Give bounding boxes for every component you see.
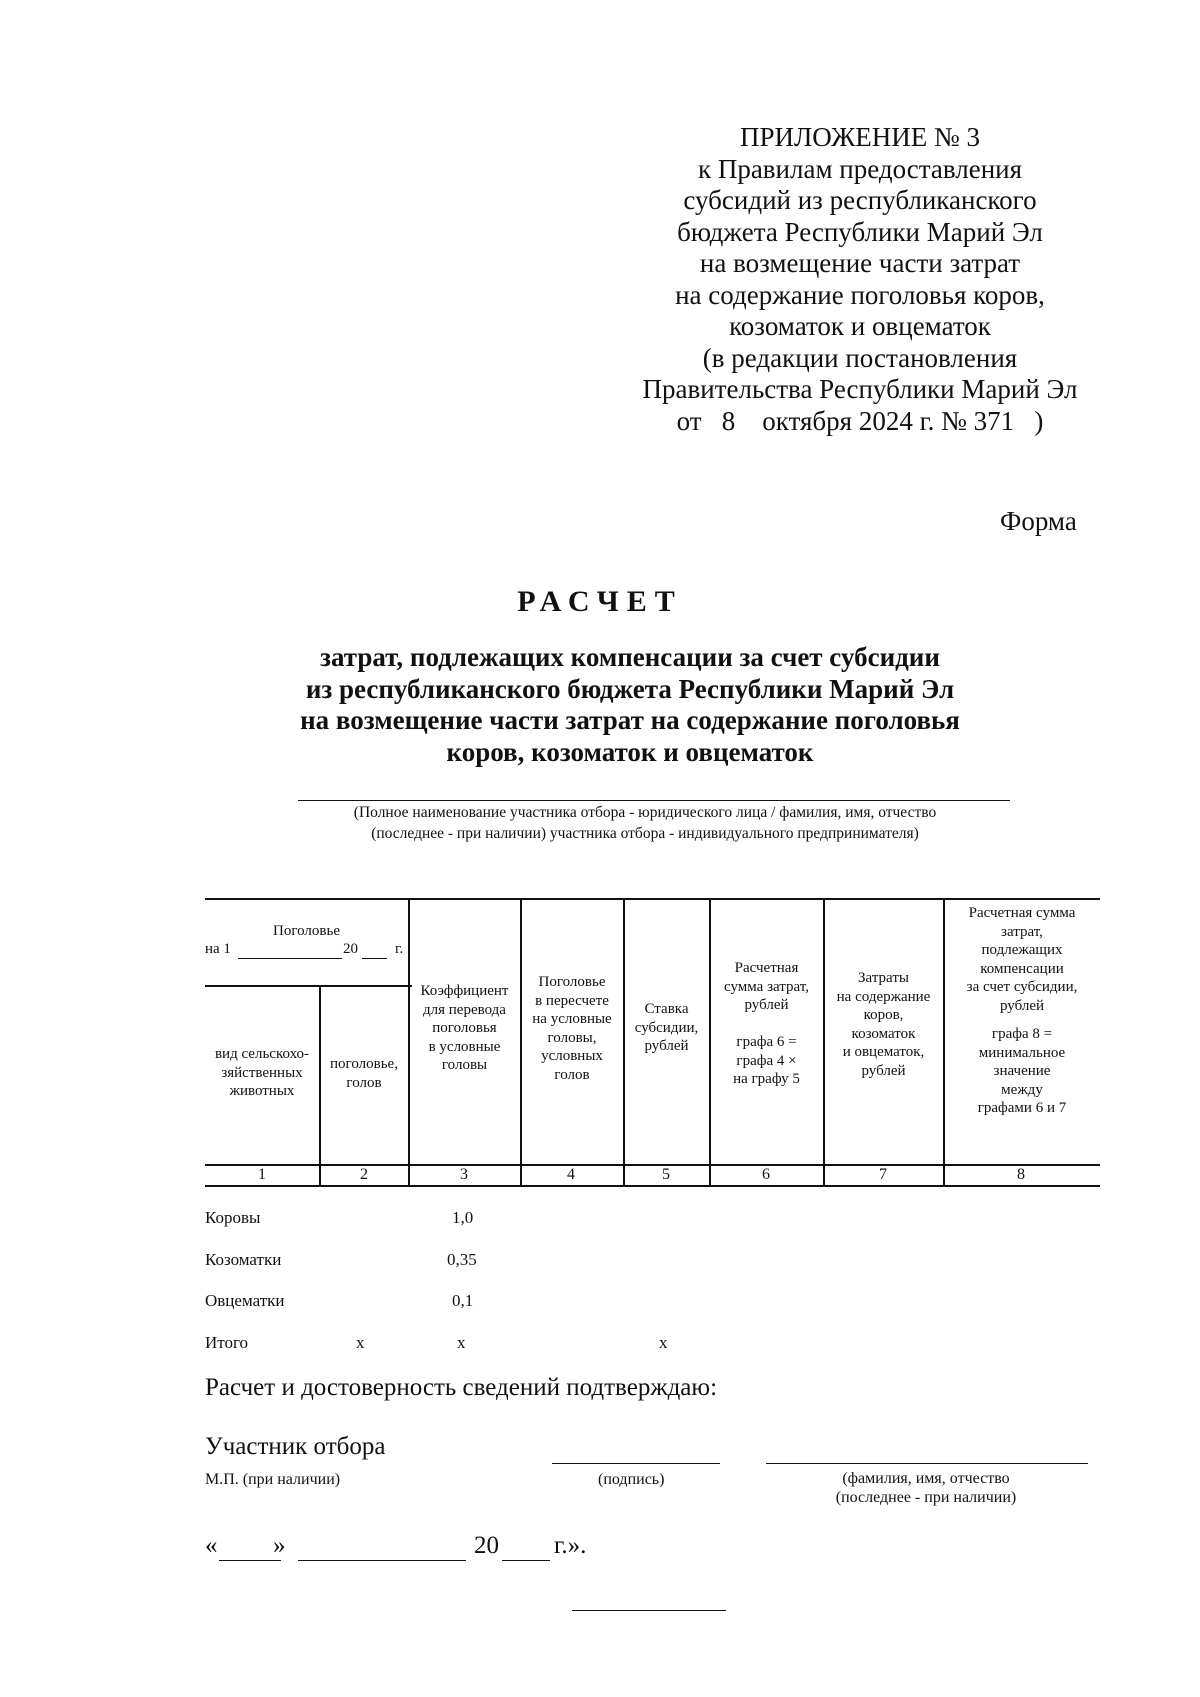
header-line: Поголовье	[538, 974, 606, 990]
date-blank-line	[238, 958, 342, 959]
full-name-line	[766, 1463, 1088, 1464]
header-line: и овцематок,	[842, 1044, 925, 1060]
header-line	[710, 1015, 823, 1034]
row-subsidy-rate: x	[659, 1333, 668, 1352]
table-top-border	[205, 898, 1100, 900]
subtitle-line: из республиканского бюджета Республики Марий Эл	[305, 673, 955, 704]
header-line: для перевода	[423, 1001, 506, 1018]
date-year-prefix: 20	[474, 1532, 499, 1559]
header-line: графа 6 =	[736, 1034, 797, 1050]
column-number: 3	[460, 1166, 468, 1183]
col-header-animal-type	[205, 1045, 319, 1101]
row-animal-name: Коровы	[205, 1208, 261, 1227]
header-line: вид сельскохо-	[214, 1046, 310, 1062]
header-line: козоматок	[851, 1025, 916, 1042]
col-header-coefficient	[409, 982, 520, 1075]
signing-date	[205, 1532, 605, 1566]
row-animal-name: Козоматки	[205, 1250, 282, 1269]
header-line: графа 8 =	[991, 1026, 1053, 1042]
appendix-line: козоматок и овцематок	[729, 311, 991, 341]
column-number: 8	[1017, 1166, 1025, 1183]
appendix-line: на возмещение части затрат	[699, 248, 1021, 278]
header-line: Затраты	[858, 970, 909, 986]
header-line: минимальное	[978, 1044, 1066, 1061]
row-coefficient: x	[457, 1333, 466, 1352]
caption-line: (Полное наименование участника отбора - юридического лица / фамилия, имя, отчество	[353, 804, 937, 821]
col-header-maintenance-costs	[824, 969, 943, 1080]
header-line: на содержание	[836, 988, 931, 1005]
row-coefficient: 1,0	[452, 1208, 474, 1227]
table-subheader-divider	[205, 985, 412, 987]
col-header-compensation-sum	[944, 904, 1100, 1118]
header-line: графа 4 ×	[736, 1052, 797, 1069]
header-line: рублей	[861, 1062, 906, 1079]
header-line: между	[1001, 1081, 1043, 1098]
header-line: коров,	[863, 1007, 904, 1023]
header-line: рублей	[999, 997, 1045, 1014]
appendix-line: бюджета Республики Марий Эл	[677, 216, 1043, 247]
signature-caption: (подпись)	[598, 1471, 665, 1488]
row-animal-name: Итого	[205, 1333, 249, 1352]
year-blank-line	[362, 958, 387, 959]
appendix-line: Правительства Республики Марий Эл	[642, 374, 1078, 404]
group-header-year-suffix: г.	[395, 941, 404, 957]
header-line: Ставка	[644, 1001, 689, 1017]
header-line: животных	[229, 1083, 295, 1099]
appendix-header	[590, 122, 1130, 437]
column-number: 7	[879, 1166, 887, 1183]
header-line: сумма затрат,	[724, 978, 809, 995]
year-blank-line	[502, 1560, 550, 1561]
header-line: на условные	[532, 1011, 612, 1027]
col-header-head-count	[320, 1055, 408, 1092]
header-line: субсидии,	[634, 1019, 699, 1036]
header-line: условных	[541, 1048, 603, 1064]
stamp-label: М.П. (при наличии)	[205, 1471, 341, 1488]
column-number: 2	[360, 1166, 368, 1183]
header-line: зяйственных	[221, 1064, 303, 1081]
header-line: головы	[441, 1057, 488, 1073]
participant-label: Участник отбора	[205, 1433, 386, 1460]
participant-name-caption	[270, 802, 1020, 844]
appendix-line: на содержание поголовья коров,	[675, 279, 1045, 310]
column-number: 4	[567, 1166, 575, 1183]
column-number: 5	[662, 1166, 670, 1183]
appendix-line: (в редакции постановления	[702, 342, 1018, 373]
row-animal-name: Овцематки	[205, 1291, 285, 1310]
header-line: компенсации	[980, 960, 1064, 977]
column-number: 1	[258, 1166, 266, 1183]
subtitle-line: на возмещение части затрат на содержание поголовья	[300, 705, 960, 735]
document-subtitle	[240, 642, 1020, 768]
full-name-caption	[820, 1469, 1032, 1507]
signature-line	[552, 1463, 720, 1464]
header-line: подлежащих	[981, 942, 1063, 958]
document-title: РАСЧЕТ	[517, 585, 683, 618]
row-coefficient: 0,1	[452, 1291, 474, 1310]
appendix-line: субсидий из республиканского	[683, 185, 1037, 215]
form-label: Форма	[1000, 506, 1077, 536]
livestock-group-header	[205, 922, 408, 941]
group-header-date	[205, 941, 410, 961]
header-line: на графу 5	[733, 1071, 800, 1087]
caption-line: (фамилия, имя, отчество	[842, 1470, 1010, 1487]
group-header-title: Поголовье	[273, 923, 340, 939]
confirmation-text: Расчет и достоверность сведений подтверждаю:	[205, 1374, 718, 1401]
group-header-na: на 1	[205, 941, 231, 957]
header-line: Расчетная сумма	[968, 905, 1076, 921]
header-line: Коэффициент	[420, 983, 509, 999]
closing-separator	[572, 1610, 726, 1611]
col-header-calculated-costs	[710, 959, 823, 1089]
col-header-subsidy-rate	[624, 1000, 709, 1056]
month-blank-line	[298, 1560, 466, 1561]
appendix-line: ПРИЛОЖЕНИЕ № 3	[739, 122, 981, 152]
appendix-line: от 8 октября 2024 г. № 371 )	[676, 405, 1044, 436]
col-header-conditional-heads	[521, 973, 623, 1084]
group-header-year-prefix: 20	[343, 941, 358, 957]
header-line: голов	[554, 1066, 590, 1083]
row-coefficient: 0,35	[447, 1250, 477, 1269]
header-line: в пересчете	[535, 992, 609, 1009]
header-line: затрат,	[1001, 923, 1043, 940]
header-line: Расчетная	[734, 960, 799, 976]
header-line: поголовье,	[330, 1056, 398, 1072]
table-number-row-border	[205, 1185, 1100, 1187]
header-line	[944, 1015, 1100, 1025]
caption-line: (последнее - при наличии) участника отбора - индивидуального предпринимателя)	[371, 825, 919, 842]
date-open-quote: «	[205, 1532, 218, 1559]
date-year-suffix: г.».	[554, 1532, 587, 1559]
header-line: значение	[993, 1063, 1051, 1079]
row-head-count: x	[356, 1333, 365, 1352]
header-line: голов	[346, 1074, 382, 1091]
date-close-quote: »	[273, 1532, 286, 1559]
day-blank-line	[219, 1560, 281, 1561]
participant-name-line	[298, 800, 1010, 801]
caption-line: (последнее - при наличии)	[835, 1489, 1017, 1506]
column-number: 6	[762, 1166, 770, 1183]
header-line: головы,	[547, 1029, 597, 1046]
header-line: в условные	[428, 1038, 501, 1055]
header-line: за счет субсидии,	[966, 979, 1078, 995]
header-line: графами 6 и 7	[977, 1100, 1067, 1116]
header-line: рублей	[744, 997, 789, 1013]
header-line: рублей	[644, 1038, 689, 1054]
header-line: поголовья	[432, 1020, 497, 1036]
subtitle-line: коров, козоматок и овцематок	[446, 736, 814, 767]
appendix-line: к Правилам предоставления	[697, 153, 1023, 184]
subtitle-line: затрат, подлежащих компенсации за счет субсидии	[320, 642, 940, 672]
